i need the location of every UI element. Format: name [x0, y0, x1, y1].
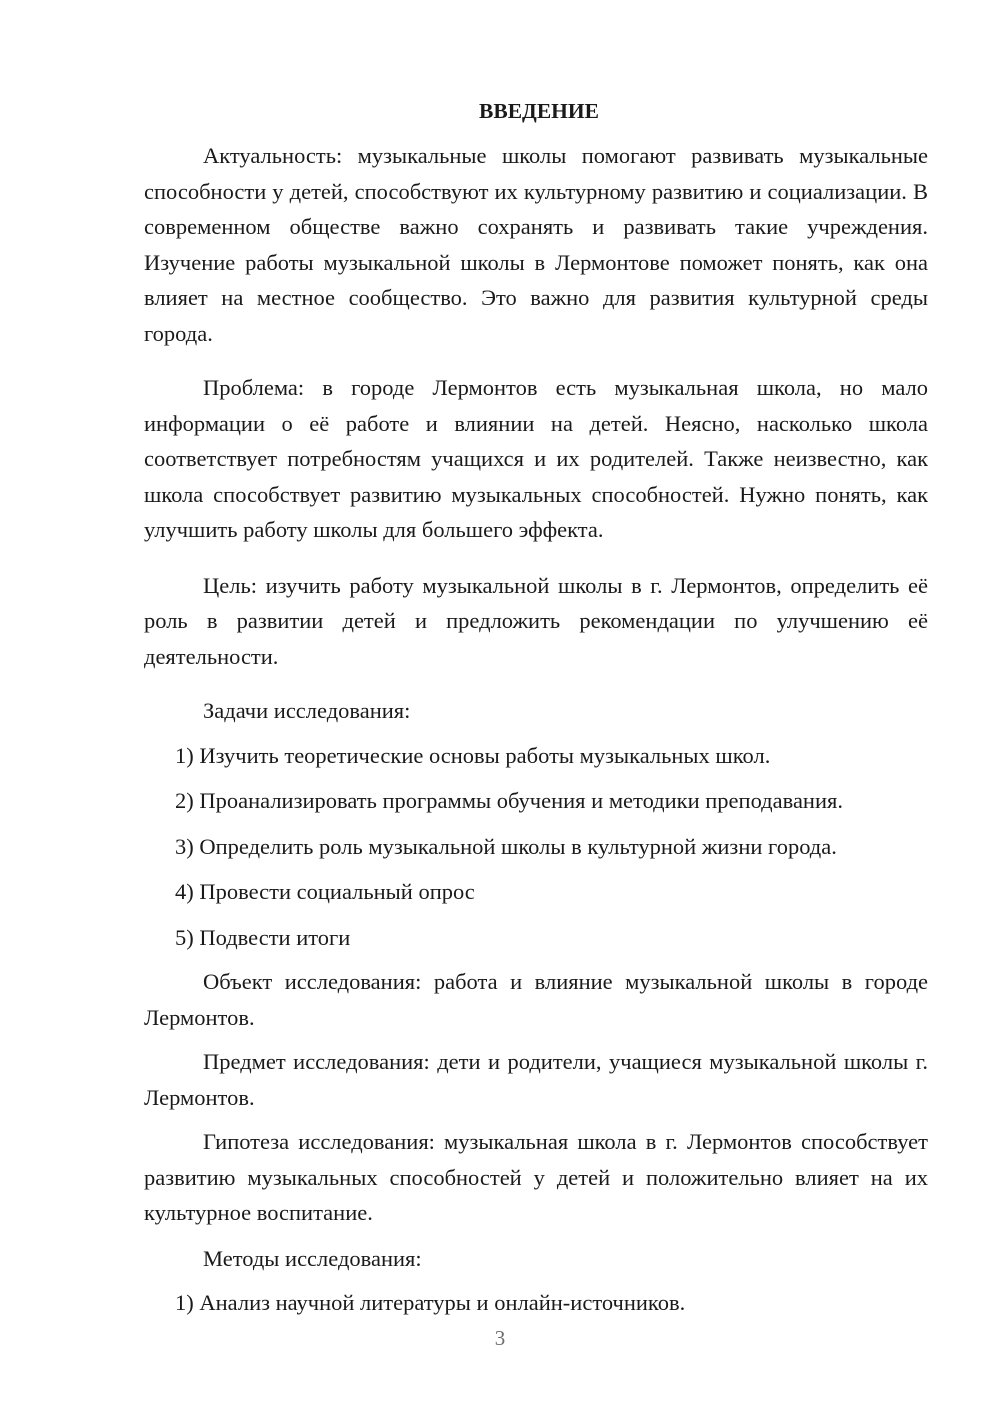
methods-list [144, 1285, 928, 1321]
tasks-list [144, 738, 928, 956]
goal-paragraph: Цель: изучить работу музыкальной школы в г. Лермонтов, определить её роль в развитии детей и предложить рекомендации по улучшению её деятельности. [144, 572, 928, 669]
document-page [144, 96, 928, 1321]
page-number: 3 [494, 1326, 506, 1350]
task-item: 3) Определить роль музыкальной школы в культурной жизни города. [175, 833, 837, 859]
methods-heading: Методы исследования: [203, 1245, 422, 1271]
hypothesis-paragraph: Гипотеза исследования: музыкальная школа в г. Лермонтов способствует развитию музыкальных способностей у детей и положительно влияет на их культурное воспитание. [144, 1129, 928, 1225]
task-item: 2) Проанализировать программы обучения и методики преподавания. [175, 788, 843, 813]
tasks-heading: Задачи исследования: [203, 698, 411, 723]
object-paragraph: Объект исследования: работа и влияние музыкальной школы в городе Лермонтов. [144, 969, 928, 1030]
task-item: 1) Изучить теоретические основы работы музыкальных школ. [175, 742, 771, 768]
subject-paragraph: Предмет исследования: дети и родители, учащиеся музыкальной школы г. Лермонтов. [144, 1049, 928, 1110]
task-item: 5) Подвести итоги [175, 924, 351, 950]
task-item: 4) Провести социальный опрос [175, 879, 475, 904]
method-item: 1) Анализ научной литературы и онлайн-источников. [175, 1290, 686, 1315]
section-title: ВВЕДЕНИЕ [479, 99, 599, 123]
relevance-paragraph: Актуальность: музыкальные школы помогают развивать музыкальные способности у детей, способствуют их культурному развитию и социализации. В современном обществе важно сохранять и развивать такие учреждения. Изучение работы музыкальной школы в Лермонтове поможет понять, как она влияет на местное сообщество. Это важно для развития культурной среды города. [144, 143, 928, 346]
problem-paragraph: Проблема: в городе Лермонтов есть музыкальная школа, но мало информации о её работе и влиянии на детей. Неясно, насколько школа соответствует потребностям учащихся и их родителей. Также неизвестно, как школа способствует развитию музыкальных способностей. Нужно понять, как улучшить работу школы для большего эффекта. [144, 375, 928, 542]
